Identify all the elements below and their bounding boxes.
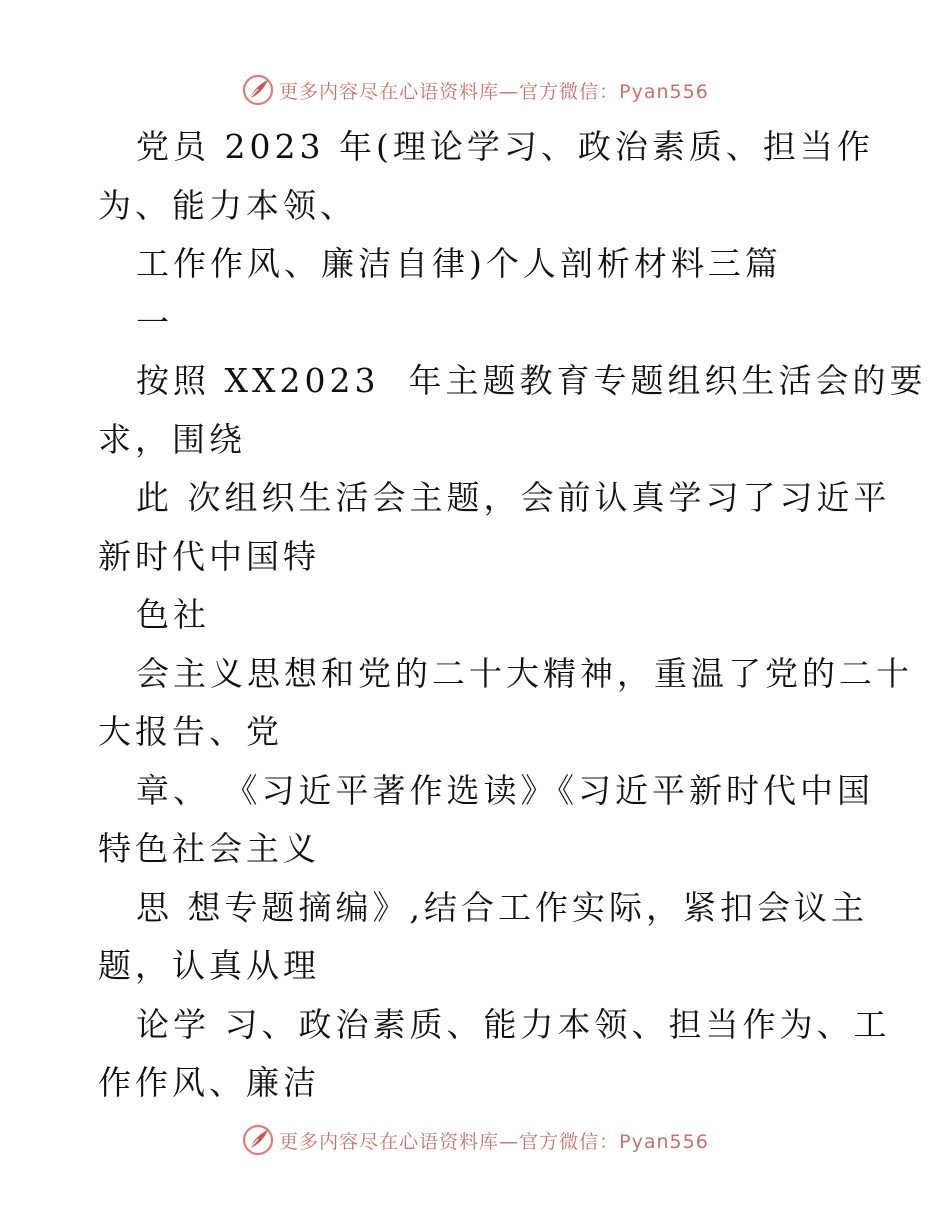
watermark-text: 更多内容尽在心语资料库—官方微信：Pyan556 bbox=[279, 1130, 709, 1153]
quill-pen-logo-icon bbox=[241, 1123, 275, 1157]
text-line: 为、能力本领、 bbox=[98, 185, 357, 225]
header-watermark bbox=[0, 70, 950, 110]
text-line: 特色社会主义 bbox=[98, 829, 320, 868]
text-line: 工作作风、廉洁自律)个人剖析材料三篇 bbox=[136, 244, 782, 283]
text-line: 作作风、廉洁 bbox=[98, 1063, 320, 1102]
text-line: 此 次组织生活会主题，会前认真学习了习近平 bbox=[136, 478, 891, 517]
text-line: 题，认真从理 bbox=[98, 946, 320, 985]
text-line: 论学 习、政治素质、能力本领、担当作为、工 bbox=[136, 1004, 891, 1044]
text-line: 一 bbox=[136, 302, 173, 342]
footer-watermark bbox=[0, 1120, 950, 1160]
text-line: 求，围绕 bbox=[98, 419, 246, 459]
text-line: 思 想专题摘编》,结合工作实际，紧扣会议主 bbox=[136, 887, 868, 927]
text-line: 大报告、党 bbox=[98, 712, 283, 751]
text-line: 按照 XX2023 年主题教育专题组织生活会的要 bbox=[136, 361, 927, 400]
quill-pen-logo-icon bbox=[241, 73, 275, 107]
text-line: 色社 bbox=[136, 595, 210, 634]
text-line: 会主义思想和党的二十大精神，重温了党的二十 bbox=[136, 653, 913, 693]
text-line: 新时代中国特 bbox=[98, 536, 320, 576]
text-line: 章、 《习近平著作选读》《习近平新时代中国 bbox=[136, 770, 874, 810]
document-body bbox=[98, 118, 927, 1113]
watermark-text: 更多内容尽在心语资料库—官方微信：Pyan556 bbox=[279, 80, 709, 103]
text-line: 党员 2023 年(理论学习、政治素质、担当作 bbox=[136, 127, 874, 166]
